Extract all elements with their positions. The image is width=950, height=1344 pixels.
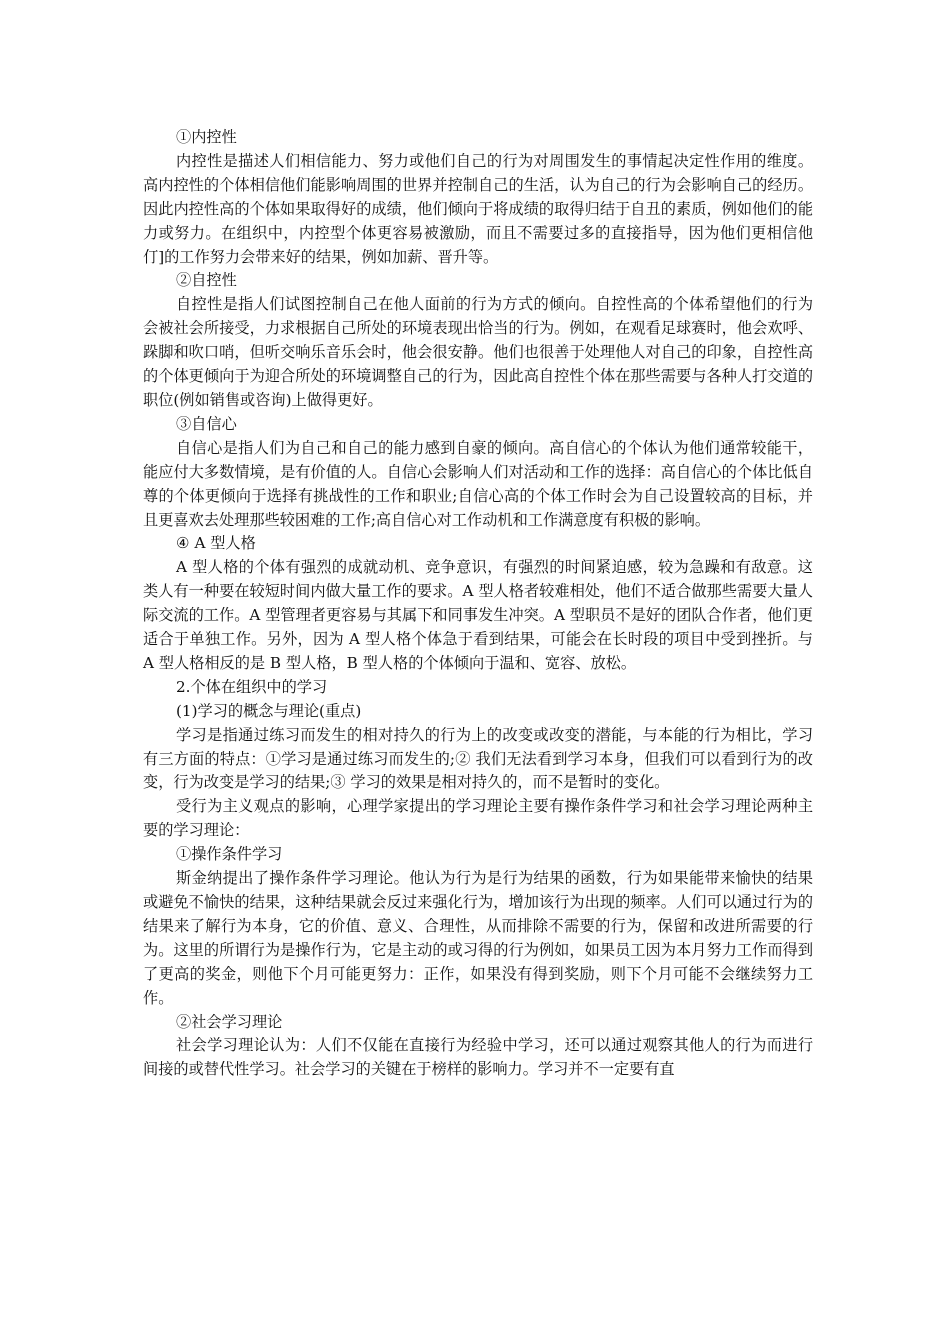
heading-individual-learning: 2.个体在组织中的学习 <box>176 677 328 696</box>
paragraph-social-learning: 社会学习理论认为：人们不仅能在直接行为经验中学习，还可以通过观察其他人的行为而进行间接的或替代性学习。社会学习的关键在于榜样的影响力。学习并不一定要有直 <box>143 1036 813 1079</box>
paragraph-operant-conditioning: 斯金纳提出了操作条件学习理论。他认为行为是行为结果的函数，行为如果能带来愉快的结果或避免不愉快的结果，这种结果就会反过来强化行为，增加该行为出现的频率。人们可以通过行为的结果来了解行为本身，它的价值、意义、合理性，从而排除不需要的行为，保留和改进所需要的行为。这里的所谓行为是操作行为，它是主动的或习得的行为例如，如果员工因为本月努力工作而得到了更高的奖金，则他下个月可能更努力：正作，如果没有得到奖励，则下个月可能不会继续努力工作。 <box>143 869 813 1007</box>
heading-social-learning: ②社会学习理论 <box>176 1012 283 1031</box>
heading-self-confidence: ③自信心 <box>176 414 237 433</box>
heading-self-monitoring: ②自控性 <box>176 271 237 290</box>
paragraph-type-a-personality: A 型人格的个体有强烈的成就动机、竞争意识，有强烈的时间紧迫感，较为急躁和有敌意。这类人有一种要在较短时间内做大量工作的要求。A 型人格者较难相处，他们不适合做那些需要大量人际交流的工作。A 型管理者更容易与其属下和同事发生冲突。A 型职员不是好的团队合作者，他们更适合于单独工作。另外，因为 A 型人格个体急于看到结果，可能会在长时段的项目中受到挫折。与 A 型人格相反的是 B 型人格，B 型人格的个体倾向于温和、宽容、放松。 <box>143 558 813 672</box>
document-page <box>143 126 813 1082</box>
heading-internal-control: ①内控性 <box>176 128 237 146</box>
paragraph-internal-control: 内控性是描述人们相信能力、努力或他们自己的行为对周围发生的事情起决定性作用的维度。高内控性的个体相信他们能影响周围的世界并控制自己的生活，认为自己的行为会影响自己的经历。因此内控性高的个体如果取得好的成绩，他们倾向于将成绩的取得归结于自丑的素质，例如他们的能力或努力。在组织中，内控型个体更容易被激励，而且不需要过多的直接指导，因为他们更相信他仃]的工作努力会带来好的结果，例如加薪、晋升等。 <box>143 151 813 266</box>
paragraph-self-confidence: 自信心是指人们为自己和自己的能力感到自豪的倾向。高自信心的个体认为他们通常较能干，能应付大多数情境，是有价值的人。自信心会影响人们对活动和工作的选择：高自信心的个体比低自尊的个体更倾向于选择有挑战性的工作和职业;自信心高的个体工作时会为自己设置较高的目标，并且更喜欢去处理那些较困难的工作;高自信心对工作动机和工作满意度有积极的影响。 <box>143 438 813 529</box>
paragraph-self-monitoring: 自控性是指人们试图控制自己在他人面前的行为方式的倾向。自控性高的个体希望他们的行为会被社会所接受，力求根据自己所处的环境表现出恰当的行为。例如，在观看足球赛时，他会欢呼、跺脚和吹口哨，但听交响乐音乐会时，他会很安静。他们也很善于处理他人对自己的印象，自控性高的个体更倾向于为迎合所处的环境调整自己的行为，因此高自控性个体在那些需要与各种人打交道的职位(例如销售或咨询)上做得更好。 <box>143 295 813 409</box>
paragraph-learning-concept: 学习是指通过练习而发生的相对持久的行为上的改变或改变的潜能，与本能的行为相比，学习有三方面的特点：①学习是通过练习而发生的;② 我们无法看到学习本身，但我们可以看到行为的改变，行为改变是学习的结果;③ 学习的效果是相对持久的，而不是暂时的变化。 <box>143 725 813 792</box>
heading-learning-concept: (1)学习的概念与理论(重点) <box>176 701 362 720</box>
paragraph-learning-theories-intro: 受行为主义观点的影响，心理学家提出的学习理论主要有操作条件学习和社会学习理论两种主要的学习理论： <box>143 797 813 840</box>
heading-type-a-personality: ④ A 型人格 <box>176 534 256 553</box>
heading-operant-conditioning: ①操作条件学习 <box>176 845 283 864</box>
